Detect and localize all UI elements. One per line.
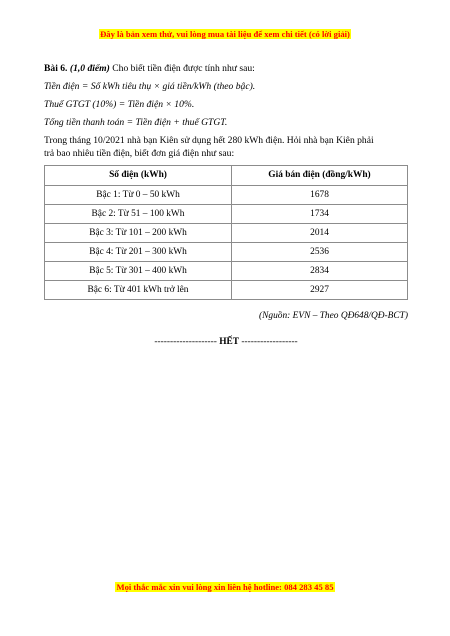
preview-notice-banner bbox=[0, 29, 450, 40]
end-marker bbox=[44, 336, 408, 349]
source-citation: (Nguồn: EVN – Theo QĐ648/QĐ-BCT) bbox=[259, 311, 408, 321]
question-line-1: Trong tháng 10/2021 nhà bạn Kiên sử dụng hết 280 kWh điện. Hỏi nhà bạn Kiên phải bbox=[44, 135, 374, 146]
formula-vat: Thuế GTGT (10%) = Tiền điện × 10%. bbox=[44, 99, 195, 110]
table-row bbox=[45, 224, 408, 243]
tier-range: Bậc 6: Từ 401 kWh trở lên bbox=[45, 281, 232, 300]
problem-intro: Cho biết tiền điện được tính như sau: bbox=[112, 63, 255, 74]
electricity-price-table bbox=[44, 165, 408, 300]
table-row bbox=[45, 262, 408, 281]
formula-electricity-cost: Tiền điện = Số kWh tiêu thụ × giá tiền/kWh (theo bậc). bbox=[44, 81, 256, 92]
table-header-kwh: Số điện (kWh) bbox=[45, 166, 232, 186]
end-word: HẾT bbox=[219, 337, 240, 347]
end-dashes-right: ------------------ bbox=[241, 337, 298, 347]
hotline-banner bbox=[0, 582, 450, 593]
formula-total: Tổng tiền thanh toán = Tiền điện + thuế GTGT. bbox=[44, 117, 228, 128]
table-header-row bbox=[45, 166, 408, 186]
table-row bbox=[45, 243, 408, 262]
question-line-2: trả bao nhiêu tiền điện, biết đơn giá điện như sau: bbox=[44, 148, 235, 159]
tier-range: Bậc 5: Từ 301 – 400 kWh bbox=[45, 262, 232, 281]
table-row bbox=[45, 205, 408, 224]
tier-range: Bậc 3: Từ 101 – 200 kWh bbox=[45, 224, 232, 243]
tier-price: 1678 bbox=[232, 186, 408, 205]
tier-price: 2014 bbox=[232, 224, 408, 243]
document-body bbox=[44, 62, 408, 358]
tier-range: Bậc 4: Từ 201 – 300 kWh bbox=[45, 243, 232, 262]
problem-label: Bài 6. bbox=[44, 63, 68, 74]
tier-price: 2927 bbox=[232, 281, 408, 300]
table-header-price: Giá bán điện (đồng/kWh) bbox=[232, 166, 408, 186]
table-row bbox=[45, 281, 408, 300]
tier-price: 1734 bbox=[232, 205, 408, 224]
tier-price: 2536 bbox=[232, 243, 408, 262]
problem-heading bbox=[44, 62, 408, 75]
tier-price: 2834 bbox=[232, 262, 408, 281]
tier-range: Bậc 2: Từ 51 – 100 kWh bbox=[45, 205, 232, 224]
preview-notice-text: Đây là bản xem thử, vui lòng mua tài liệu để xem chi tiết (có lời giải) bbox=[100, 29, 350, 39]
hotline-text: Mọi thắc mắc xin vui lòng xin liên hệ hotline: 084 283 45 85 bbox=[116, 582, 334, 592]
tier-range: Bậc 1: Từ 0 – 50 kWh bbox=[45, 186, 232, 205]
table-row bbox=[45, 186, 408, 205]
problem-points: (1,0 điểm) bbox=[69, 63, 110, 74]
end-dashes-left: -------------------- bbox=[154, 337, 217, 347]
